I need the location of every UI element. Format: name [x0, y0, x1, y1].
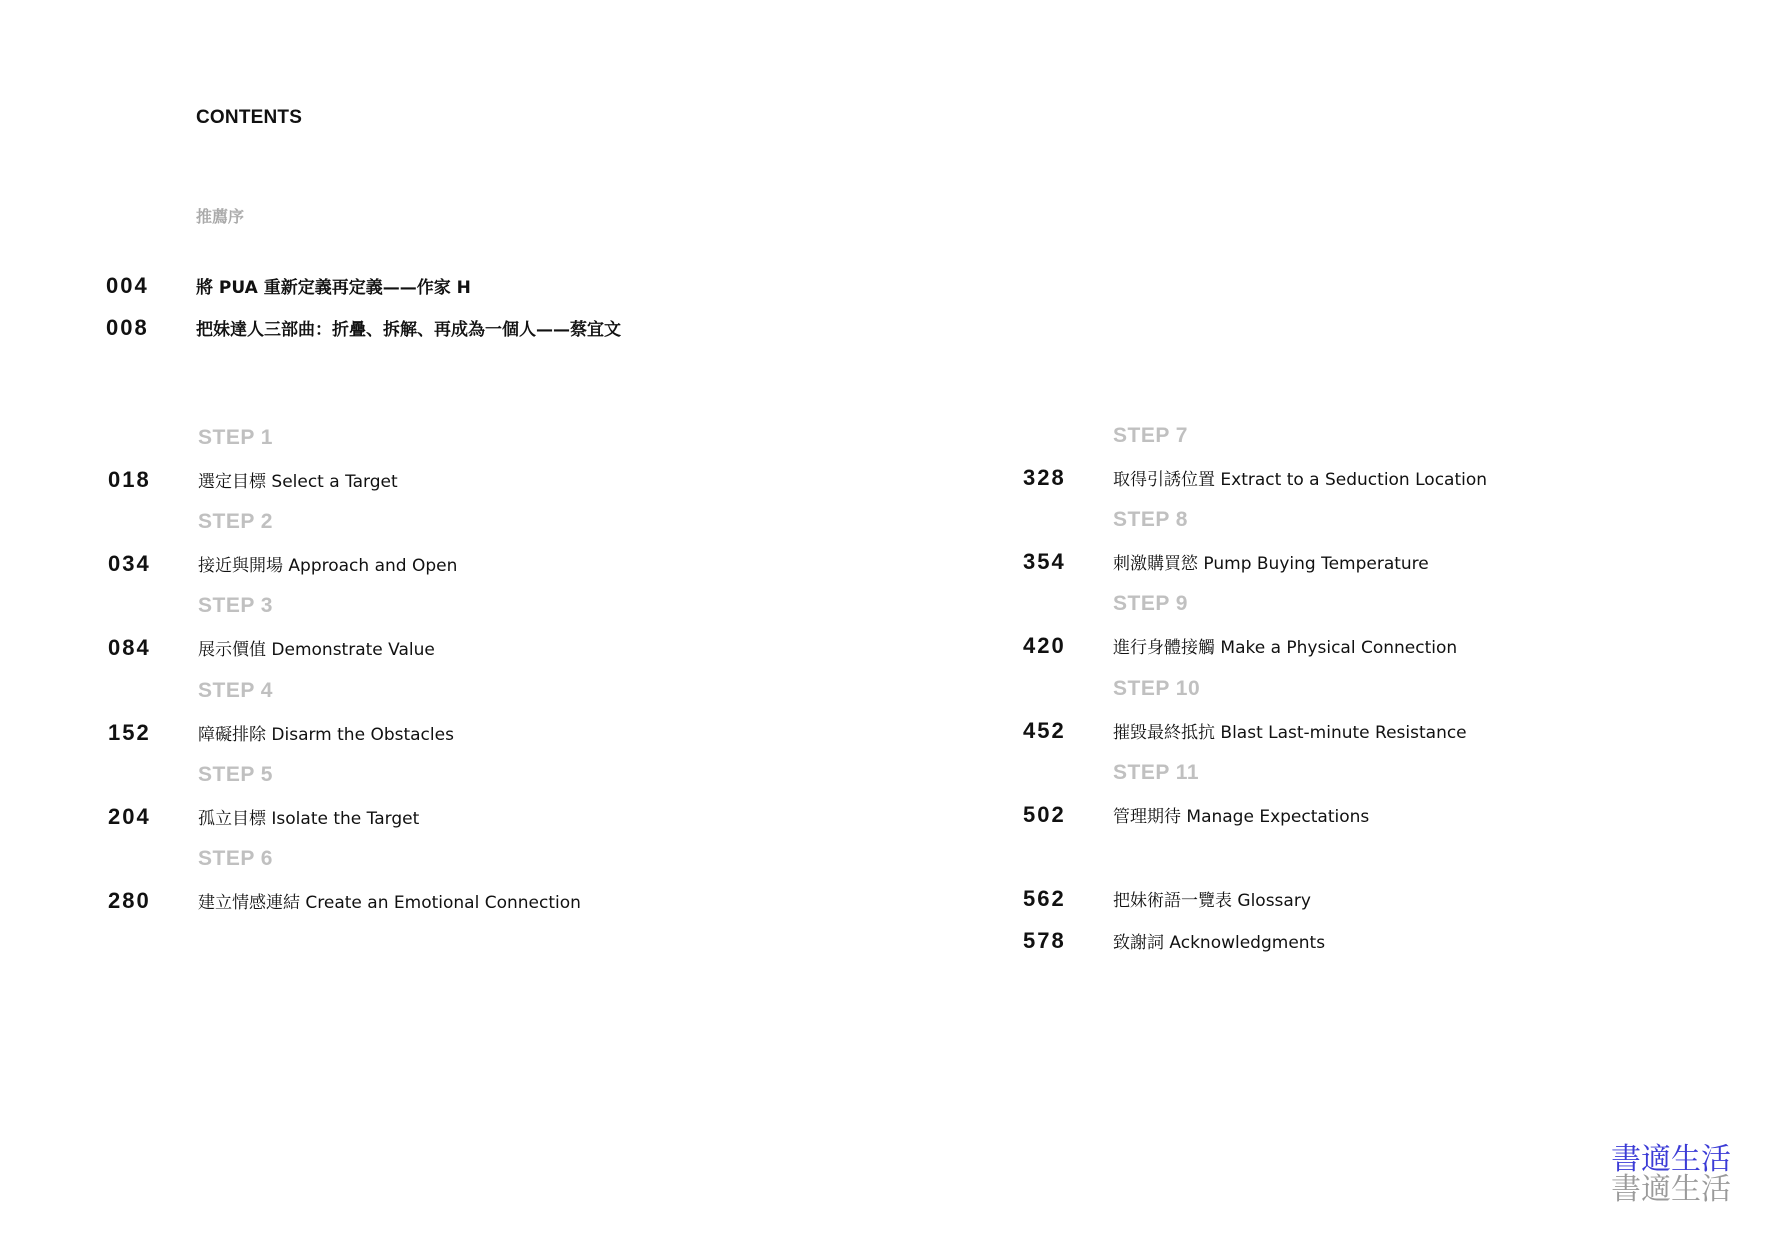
step-label: STEP 4	[198, 679, 273, 702]
chapter-title[interactable]: 取得引誘位置 Extract to a Seduction Location	[1113, 470, 1488, 490]
chapter-title[interactable]: 刺激購買慾 Pump Buying Temperature	[1113, 554, 1429, 574]
step-label: STEP 5	[198, 763, 273, 786]
step-label: STEP 9	[1113, 592, 1188, 615]
chapter-title[interactable]: 選定目標 Select a Target	[198, 472, 398, 492]
contents-heading: CONTENTS	[196, 107, 303, 128]
step-label: STEP 3	[198, 594, 273, 617]
chapter-title[interactable]: 建立情感連結 Create an Emotional Connection	[198, 893, 581, 913]
chapter-page-number: 452	[1023, 718, 1066, 743]
foreword-label: 推薦序	[196, 209, 245, 226]
chapter-page-number: 354	[1023, 549, 1066, 574]
foreword-page-number: 004	[106, 273, 149, 298]
step-label: STEP 1	[198, 426, 273, 449]
watermark-line-gray: 書適生活	[1611, 1172, 1731, 1207]
chapter-page-number: 420	[1023, 633, 1066, 658]
chapter-title[interactable]: 摧毀最終抵抗 Blast Last-minute Resistance	[1113, 723, 1467, 743]
step-label: STEP 2	[198, 510, 273, 533]
chapter-page-number: 204	[108, 804, 151, 829]
step-label: STEP 11	[1113, 761, 1200, 784]
chapter-title[interactable]: 管理期待 Manage Expectations	[1113, 807, 1370, 827]
appendix-page-number: 562	[1023, 886, 1066, 911]
step-label: STEP 10	[1113, 677, 1201, 700]
chapter-page-number: 152	[108, 720, 151, 745]
chapter-title[interactable]: 進行身體接觸 Make a Physical Connection	[1113, 638, 1458, 658]
appendix-title-acknowledgments[interactable]: 致謝詞 Acknowledgments	[1113, 933, 1326, 953]
chapter-page-number: 328	[1023, 465, 1066, 490]
chapter-page-number: 018	[108, 467, 151, 492]
chapter-page-number: 502	[1023, 802, 1066, 827]
chapter-title[interactable]: 障礙排除 Disarm the Obstacles	[198, 725, 454, 745]
chapter-page-number: 034	[108, 551, 151, 576]
foreword-page-number: 008	[106, 315, 149, 340]
foreword-entry-title[interactable]: 將 PUA 重新定義再定義——作家 H	[196, 278, 471, 298]
chapter-title[interactable]: 接近與開場 Approach and Open	[198, 556, 458, 576]
publisher-watermark	[1611, 1142, 1731, 1207]
appendix-page-number: 578	[1023, 928, 1066, 953]
chapter-page-number: 084	[108, 635, 151, 660]
step-label: STEP 6	[198, 847, 273, 870]
foreword-entry-title[interactable]: 把妹達人三部曲：折疊、拆解、再成為一個人——蔡宜文	[196, 320, 621, 340]
appendix-title-glossary[interactable]: 把妹術語一覽表 Glossary	[1113, 891, 1311, 911]
step-label: STEP 7	[1113, 424, 1188, 447]
step-label: STEP 8	[1113, 508, 1188, 531]
watermark-line-blue: 書適生活	[1611, 1142, 1731, 1177]
chapter-page-number: 280	[108, 888, 151, 913]
chapter-title[interactable]: 孤立目標 Isolate the Target	[198, 809, 420, 829]
chapter-title[interactable]: 展示價值 Demonstrate Value	[198, 640, 435, 660]
